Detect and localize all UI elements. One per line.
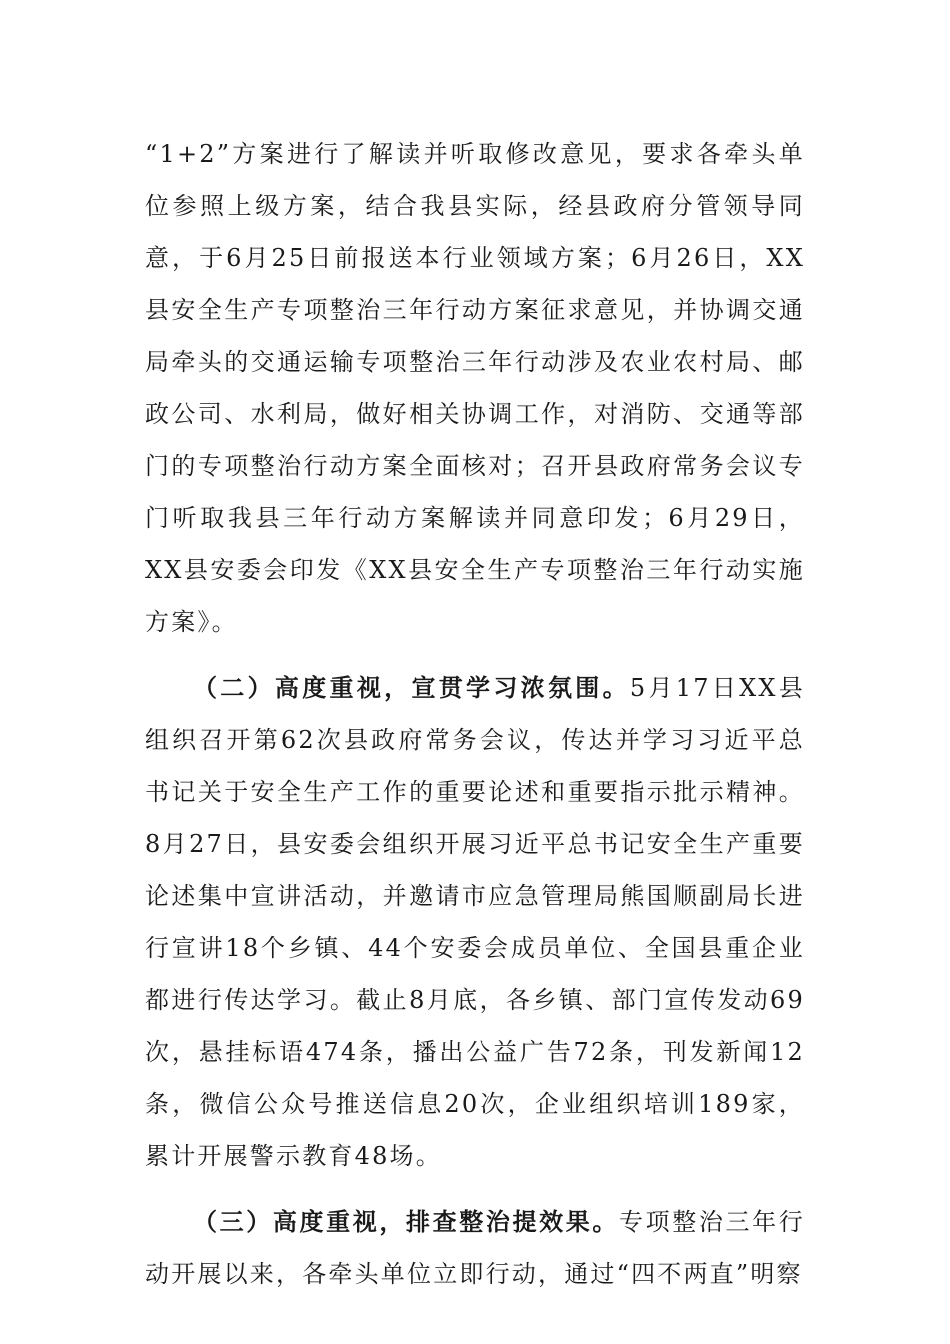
paragraph-continuation — [145, 128, 805, 648]
paragraph-section-2 — [145, 662, 805, 1182]
paragraph-body: 5月17日XX县组织召开第62次县政府常务会议，传达并学习习近平总书记关于安全生产工作的重要论述和重要指示批示精神。8月27日，县安委会组织开展习近平总书记安全生产重要论述集中宣讲活动，并邀请市应急管理局熊国顺副局长进行宣讲18个乡镇、44个安委会成员单位、全国县重企业都进行传达学习。截止8月底，各乡镇、部门宣传发动69次，悬挂标语474条，播出公益广告72条，刊发新闻12条，微信公众号推送信息20次，企业组织培训189家，累计开展警示教育48场。 — [145, 674, 805, 1170]
section-heading: （二）高度重视，宣贯学习浓氛围。 — [193, 673, 630, 702]
paragraph-gap — [145, 648, 805, 662]
document-page — [145, 128, 805, 1300]
paragraph-body: 专项整治三年行动开展以来，各牵头单位立即行动，通过“四不两直”明察 — [145, 1208, 805, 1288]
paragraph-gap — [145, 1182, 805, 1196]
paragraph-section-3 — [145, 1196, 805, 1300]
paragraph-body: “1+2”方案进行了解读并听取修改意见，要求各牵头单位参照上级方案，结合我县实际，经县政府分管领导同意，于6月25日前报送本行业领域方案；6月26日，XX县安全生产专项整治三年行动方案征求意见，并协调交通局牵头的交通运输专项整治三年行动涉及农业农村局、邮政公司、水利局，做好相关协调工作，对消防、交通等部门的专项整治行动方案全面核对；召开县政府常务会议专门听取我县三年行动方案解读并同意印发；6月29日，XX县安委会印发《XX县安全生产专项整治三年行动实施方案》。 — [145, 140, 805, 636]
section-heading: （三）高度重视，排查整治提效果。 — [193, 1207, 620, 1236]
